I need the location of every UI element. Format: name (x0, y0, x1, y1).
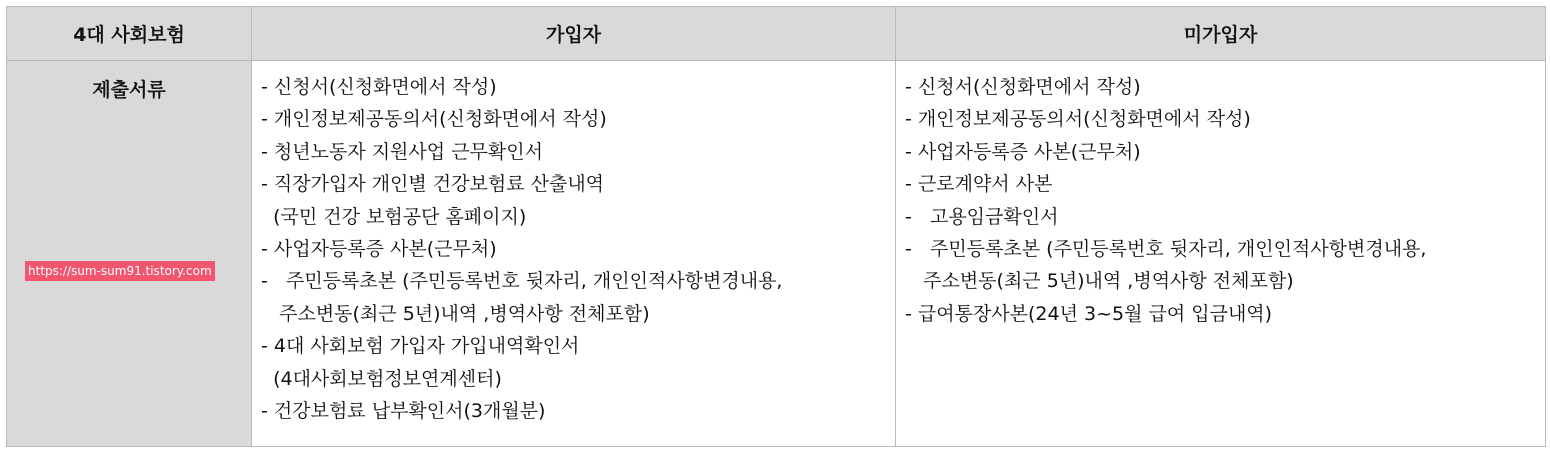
list-item: - 근로계약서 사본 (905, 173, 1053, 196)
list-item: - 사업자등록증 사본(근무처) (261, 238, 497, 261)
list-item: (국민 건강 보험공단 홈페이지) (261, 205, 527, 228)
list-item: - 4대 사회보험 가입자 가입내역확인서 (261, 335, 580, 358)
list-item: 주소변동(최근 5년)내역 ,병역사항 전체포함) (905, 270, 1294, 293)
list-item: - 신청서(신청화면에서 작성) (905, 76, 1141, 98)
list-item: - 개인정보제공동의서(신청화면에서 작성) (905, 108, 1251, 131)
list-item: - 건강보험료 납부확인서(3개월분) (261, 400, 546, 423)
documents-row (7, 61, 1546, 447)
header-row (7, 7, 1546, 61)
row-label-cell (7, 61, 252, 447)
row-label: 제출서류 (92, 79, 166, 101)
list-item: 주소변동(최근 5년)내역 ,병역사항 전체포함) (261, 302, 650, 325)
list-item: - 급여통장사본(24년 3~5월 급여 입금내역) (905, 302, 1273, 325)
list-item: - 주민등록초본 (주민등록번호 뒷자리, 개인인적사항변경내용, (261, 270, 783, 293)
list-item: - 청년노동자 지원사업 근무확인서 (261, 140, 543, 163)
non-subscriber-docs-cell (896, 61, 1546, 447)
list-item: - 주민등록초본 (주민등록번호 뒷자리, 개인인적사항변경내용, (905, 238, 1427, 261)
list-item: - 신청서(신청화면에서 작성) (261, 76, 497, 98)
list-item: - 개인정보제공동의서(신청화면에서 작성) (261, 108, 607, 131)
header-insurance: 4대 사회보험 (7, 7, 252, 61)
list-item: - 고용임금확인서 (905, 205, 1059, 228)
watermark-url: https://sum-sum91.tistory.com (25, 261, 215, 281)
list-item: - 사업자등록증 사본(근무처) (905, 140, 1141, 163)
subscriber-docs-cell (252, 61, 896, 447)
list-item: (4대사회보험정보연계센터) (261, 367, 502, 390)
header-subscriber: 가입자 (252, 7, 896, 61)
list-item: - 직장가입자 개인별 건강보험료 산출내역 (261, 173, 605, 196)
header-non-subscriber: 미가입자 (896, 7, 1546, 61)
documents-table (6, 6, 1546, 447)
